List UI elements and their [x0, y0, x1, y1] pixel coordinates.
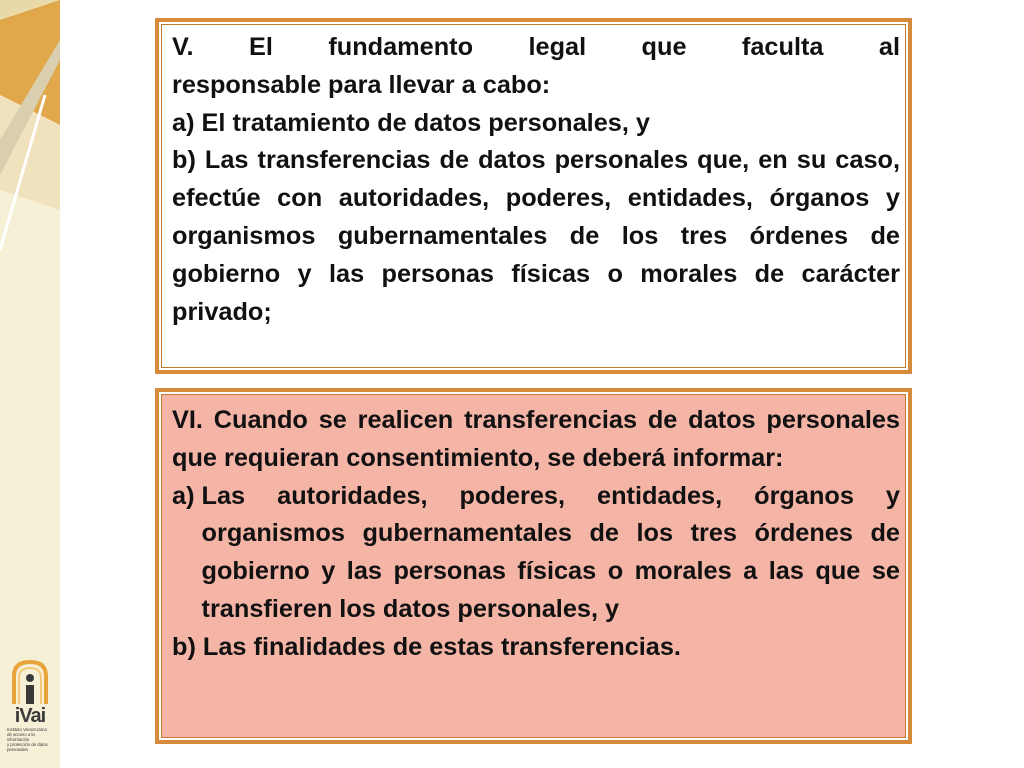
section-v-heading-line1: V. El fundamento legal que faculta al — [172, 33, 900, 61]
section-vi-item-a-text: Las autoridades, poderes, entidades, órganos y organismos gubernamentales de los tres órdenes de gobierno y las personas físicas o morales a las que se transfieren los datos personales, y — [201, 481, 900, 623]
logo-subtitle-line: y protección de datos personales — [7, 742, 48, 752]
sidebar-geometric-shapes — [0, 0, 60, 768]
section-vi-roman: VI — [172, 406, 196, 434]
section-vi-item-b: b) Las finalidades de estas transferencias. — [172, 632, 681, 661]
section-vi-box — [155, 388, 912, 744]
logo-subtitle-line: Instituto Veracruzano — [7, 727, 48, 732]
section-v-item-b: b) Las transferencias de datos personales que, en su caso, efectúe con autoridades, poderes, entidades, órganos y organismos gubernamentales de los tres órdenes de gobierno y las personas físicas o morales de carácter privado; — [172, 146, 900, 326]
section-vi-item-a-marker: a) — [172, 481, 202, 510]
section-v-heading-line2: responsable para llevar a cabo: — [172, 70, 551, 99]
section-vi-intro-text: . Cuando se realicen transferencias de datos personales que requieran consentimiento, se deberá informar: — [172, 406, 900, 472]
section-v-box — [155, 18, 912, 374]
section-vi-item-a — [172, 478, 900, 629]
logo-subtitle — [7, 727, 57, 752]
logo-wordmark: iVai — [14, 705, 46, 727]
logo-subtitle-line: de acceso a la información — [7, 732, 35, 742]
decorative-sidebar — [0, 0, 60, 768]
section-v-item-a: a) El tratamiento de datos personales, y — [172, 108, 650, 137]
section-vi-intro — [172, 402, 900, 478]
